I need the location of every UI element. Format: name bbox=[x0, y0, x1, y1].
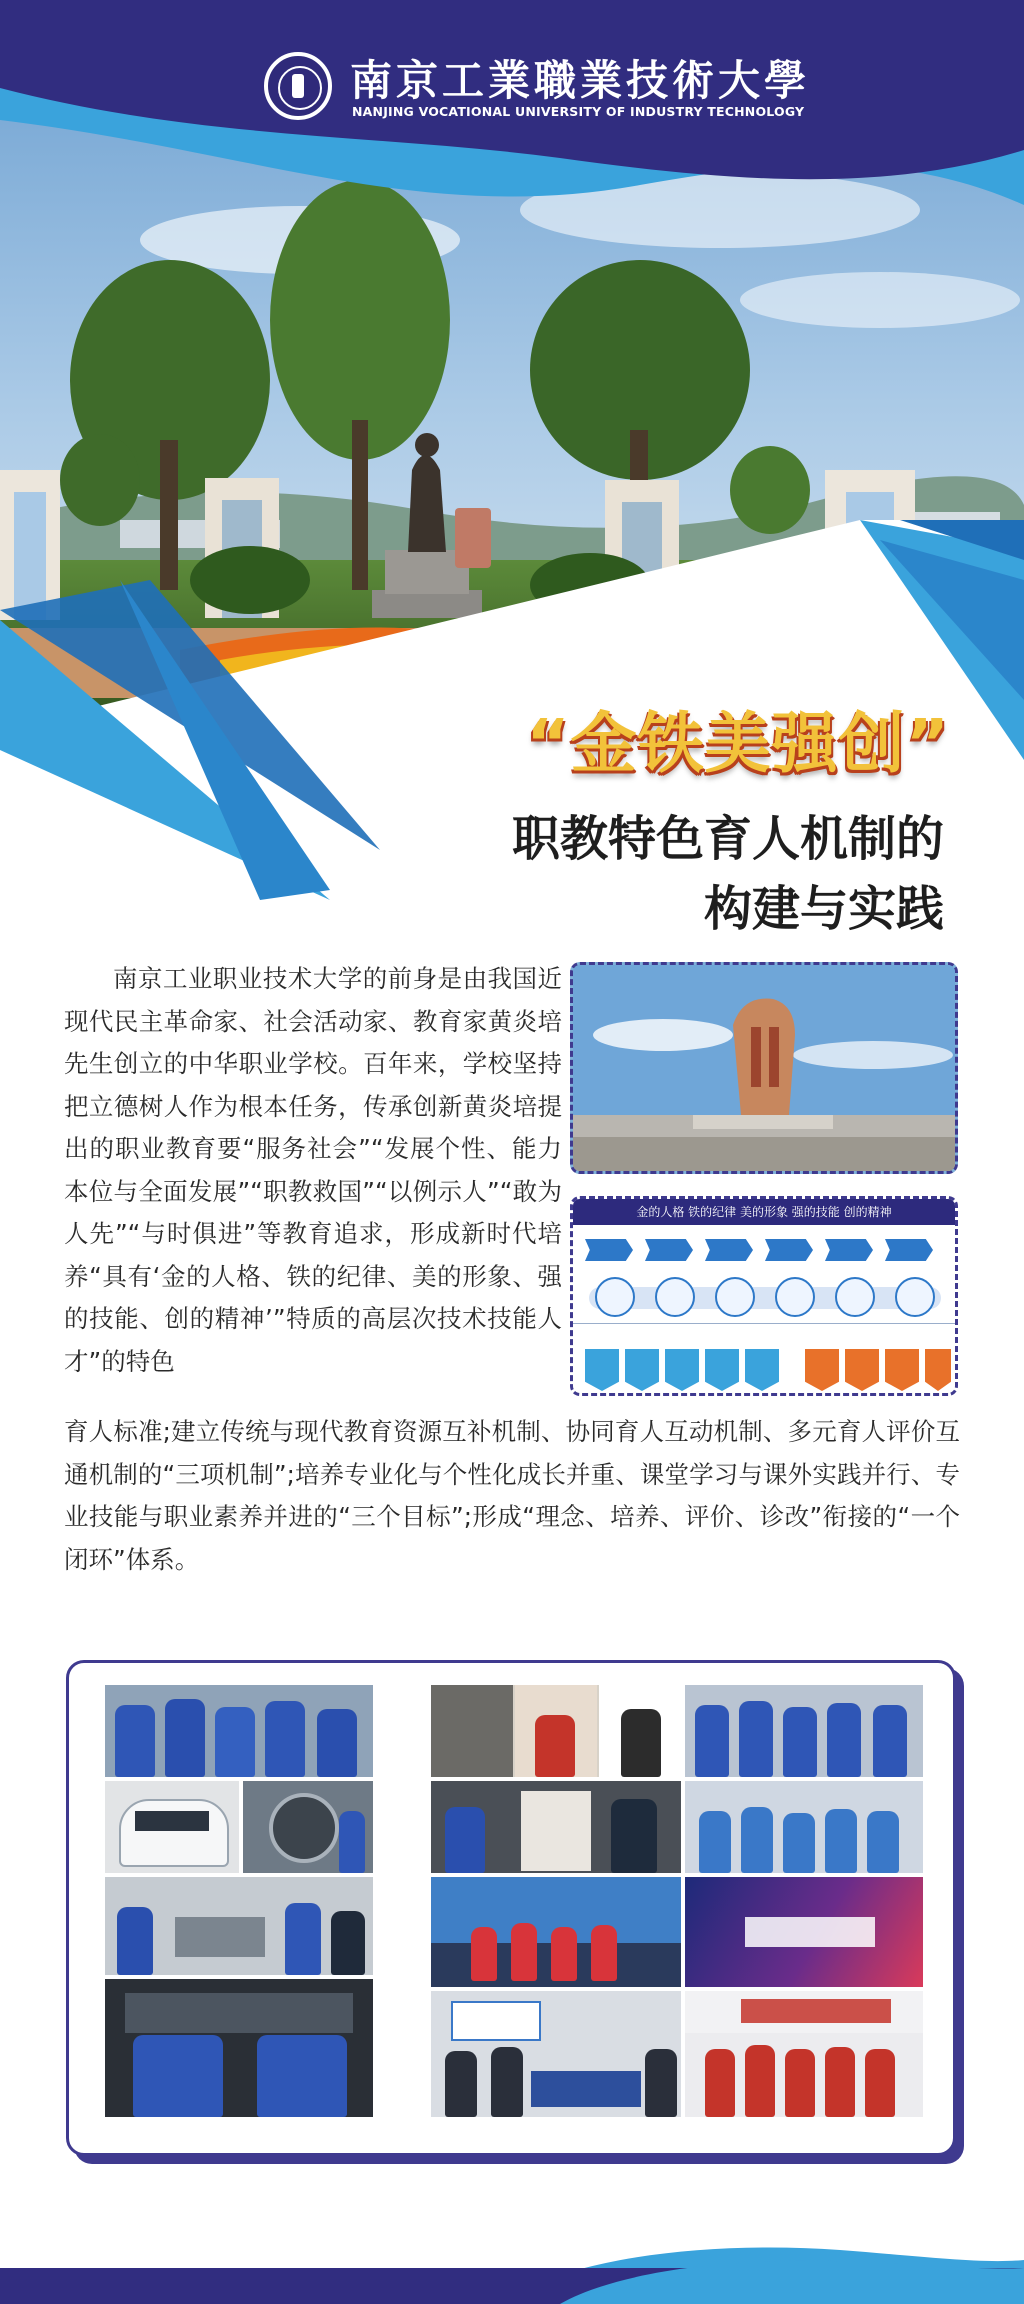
title-sub-line2: 构建与实践 bbox=[703, 881, 944, 937]
gallery-photo-national-contest bbox=[685, 1991, 923, 2117]
diagram-flag-blue bbox=[705, 1349, 739, 1391]
gallery-photo-competition-stage bbox=[431, 1877, 681, 1987]
university-seal-icon bbox=[264, 52, 332, 120]
gallery-photo-engine bbox=[243, 1781, 373, 1873]
gallery-photo-practice bbox=[431, 1781, 681, 1873]
diagram-flag-blue bbox=[745, 1349, 779, 1391]
diagram-step-circle bbox=[655, 1277, 695, 1317]
diagram-arrow-chip bbox=[885, 1239, 933, 1261]
diagram-arrow-chip bbox=[705, 1239, 753, 1261]
gallery-photo-award-ceremony bbox=[685, 1877, 923, 1987]
diagram-arrow-chip bbox=[825, 1239, 873, 1261]
diagram-arrow-chip bbox=[765, 1239, 813, 1261]
title-sub-line1: 职教特色育人机制的 bbox=[511, 811, 944, 867]
university-name-en: NANJING VOCATIONAL UNIVERSITY OF INDUSTRY TECHNOLOGY bbox=[352, 104, 805, 119]
diagram-step-circle bbox=[595, 1277, 635, 1317]
diagram-divider bbox=[573, 1323, 955, 1324]
diagram-step-circle bbox=[895, 1277, 935, 1317]
gallery-photo-flight-simulator bbox=[105, 1979, 373, 2117]
engraved-rock-illustration bbox=[573, 965, 955, 1171]
gallery-photo-teams-certificates bbox=[685, 1685, 923, 1777]
diagram-step-circle bbox=[715, 1277, 755, 1317]
diagram-flag-blue bbox=[585, 1349, 619, 1391]
diagram-arrow-chip bbox=[645, 1239, 693, 1261]
education-model-diagram bbox=[570, 1196, 958, 1396]
gallery-photo-train bbox=[105, 1781, 239, 1873]
diagram-flag-orange bbox=[845, 1349, 879, 1391]
diagram-flag-orange bbox=[925, 1349, 951, 1391]
engraved-rock-photo bbox=[570, 962, 958, 1174]
diagram-step-circle bbox=[775, 1277, 815, 1317]
photo-gallery-frame bbox=[66, 1660, 956, 2156]
diagram-banner: 金的人格 铁的纪律 美的形象 强的技能 创的精神 bbox=[573, 1199, 955, 1225]
footer-wave-overlay bbox=[0, 2200, 1024, 2304]
diagram-step-circle bbox=[835, 1277, 875, 1317]
university-name-cn: 南京工業職業技術大學 bbox=[350, 56, 811, 105]
diagram-flag-blue bbox=[665, 1349, 699, 1391]
diagram-flag-blue bbox=[625, 1349, 659, 1391]
title-main: “金铁美强创” bbox=[526, 705, 950, 782]
intro-paragraph-part1: 南京工业职业技术大学的前身是由我国近现代民主革命家、社会活动家、教育家黄炎培先生创立的中华职业学校。百年来，学校坚持把立德树人作为根本任务，传承创新黄炎培提出的职业教育要“服务社会”“发展个性、能力本位与全面发展”“职教救国”“以例示人”“敢为人先”“与时俱进”等教育追求，形成新时代培养“具有‘金的人格、铁的纪律、美的形象、强的技能、创的精神’”特质的高层次技术技能人才”的特色 bbox=[64, 964, 562, 1376]
gallery-photo-lab bbox=[105, 1877, 373, 1975]
diagram-arrow-chip bbox=[585, 1239, 633, 1261]
diagram-process-rail bbox=[589, 1287, 941, 1309]
gallery-photo-workshop bbox=[105, 1685, 373, 1777]
gallery-photo-group-banner bbox=[431, 1991, 681, 2117]
gallery-photo-team-award bbox=[685, 1781, 923, 1873]
intro-paragraph-part2: 育人标准;建立传统与现代教育资源互补机制、协同育人互动机制、多元育人评价互通机制的“三项机制”;培养专业化与个性化成长并重、课堂学习与课外实践并行、专业技能与职业素养并进的“三个目标”;形成“理念、培养、评价、诊改”衔接的“一个闭环”体系。 bbox=[64, 1417, 960, 1574]
diagram-flag-orange bbox=[805, 1349, 839, 1391]
diagram-flag-orange bbox=[885, 1349, 919, 1391]
gallery-photo-student-portraits bbox=[431, 1685, 681, 1777]
